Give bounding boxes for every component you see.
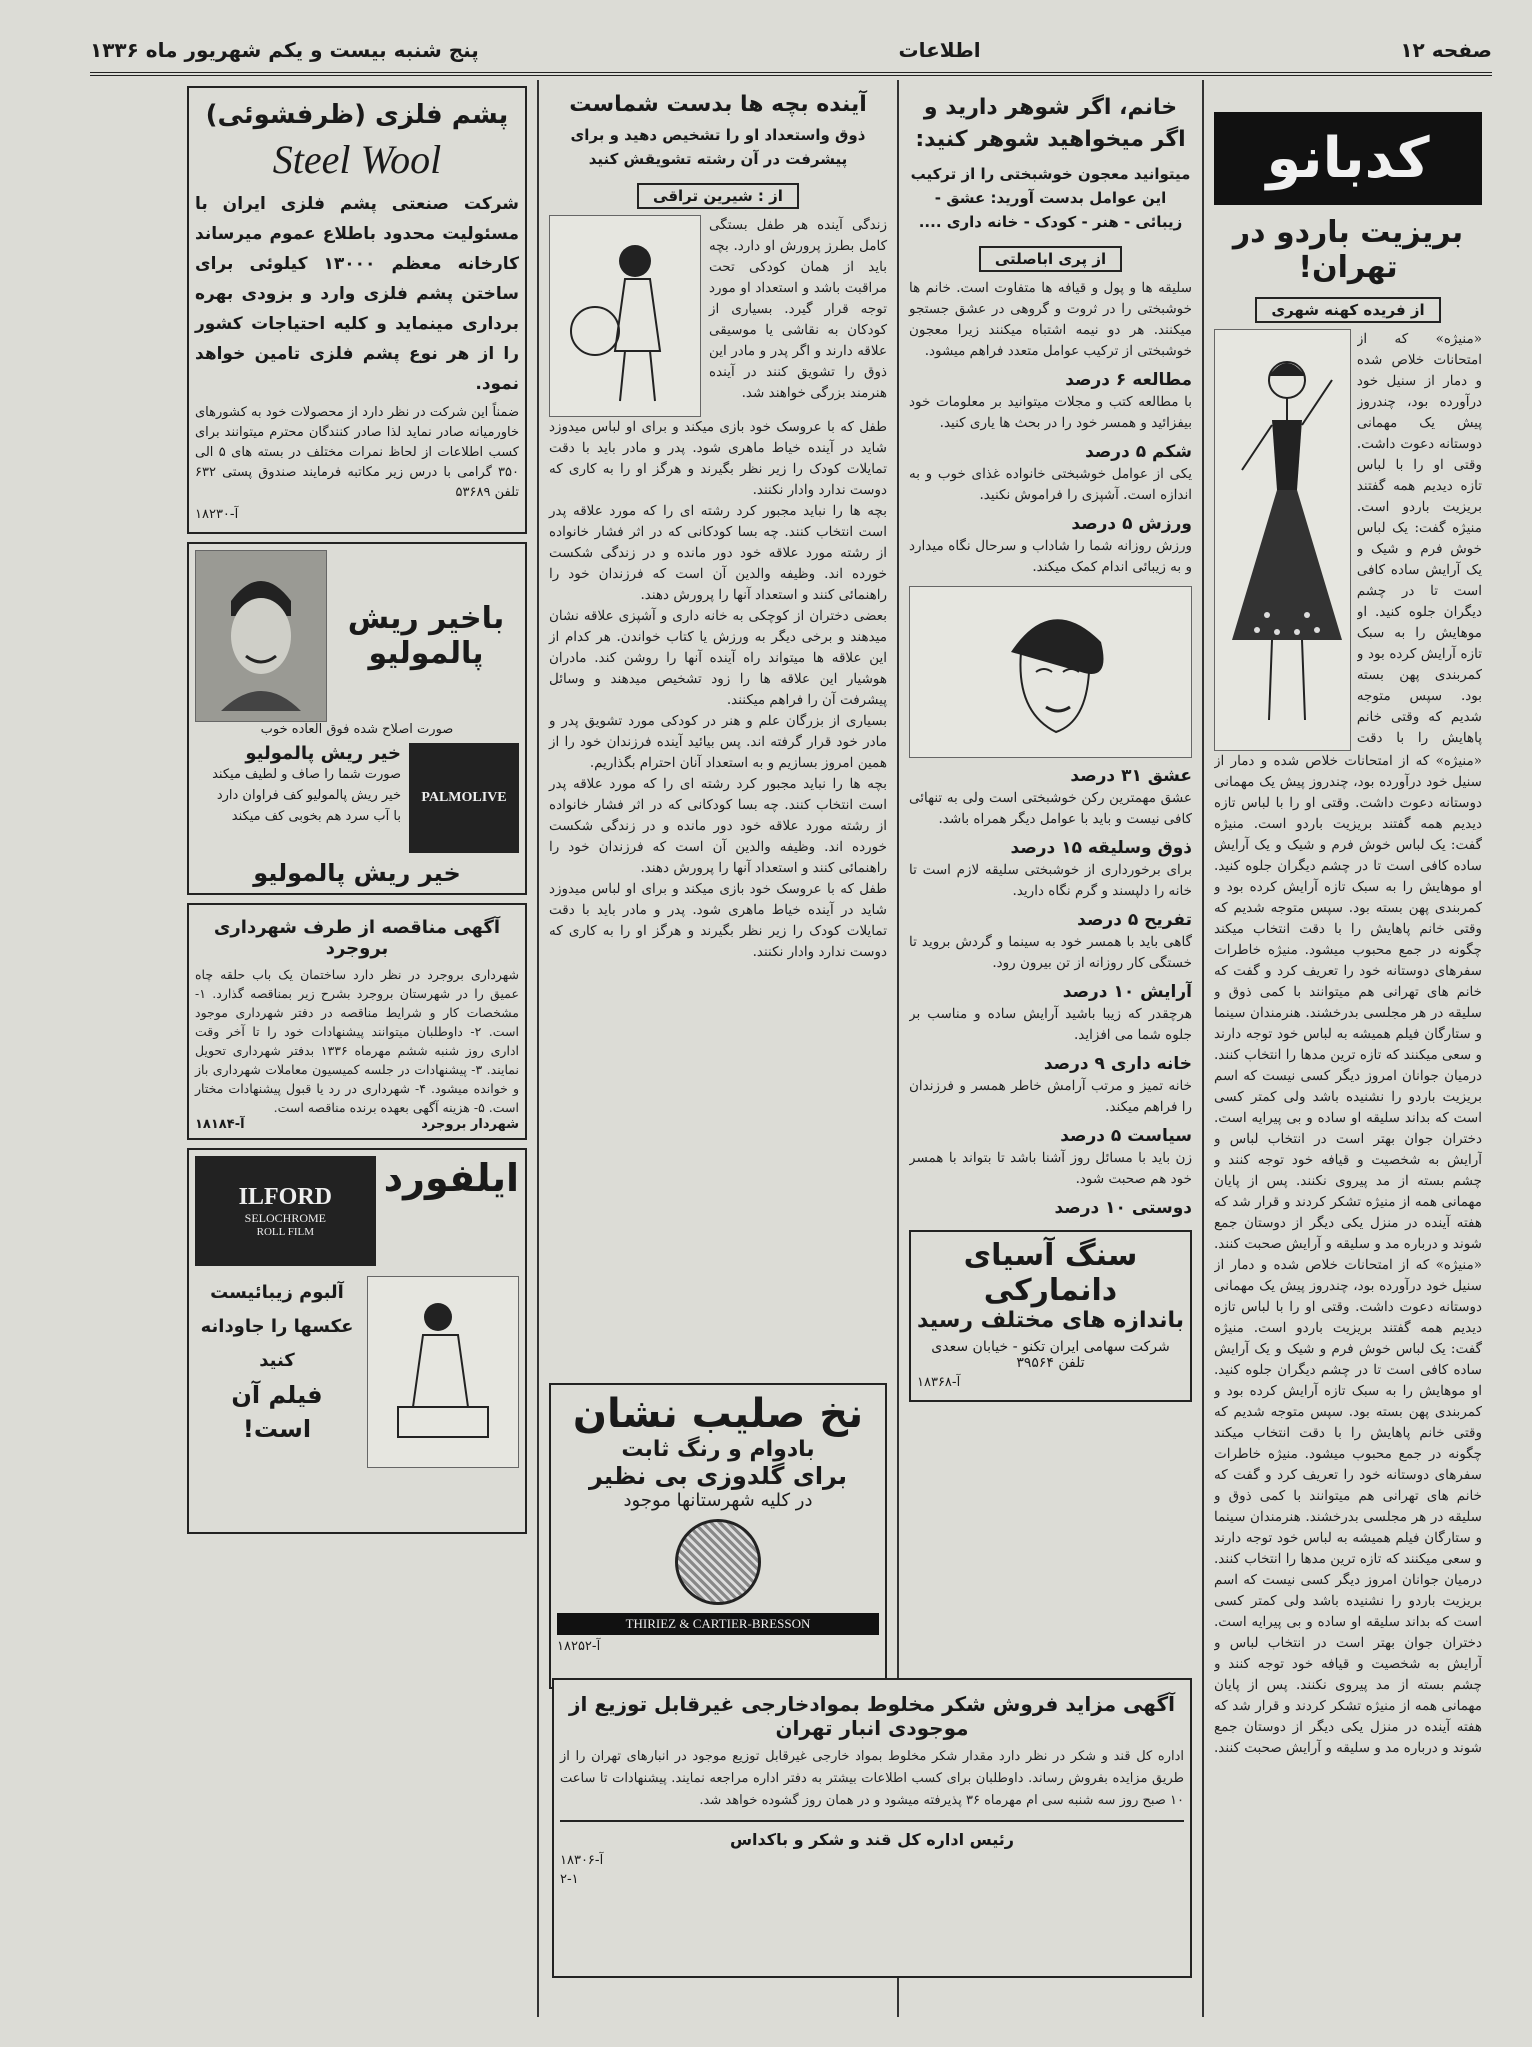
column-ads — [177, 80, 537, 2017]
notice-body: اداره کل قند و شکر در نظر دارد مقدار شکر مخلوط بمواد خارجی غیرقابل توزیع موجود در انبارهای تهران را از طریق مزایده بفروش رساند. داوطلبان برای کسب اطلاعات بیشتر به دفتر اداره مراجعه نمایند. پیشنهادات تا ساعت ۱۰ صبح روز سه شنبه سی ام مهرماه ۳۶ پذیرفته میشود و در همان روز گشوده خواهد شد. — [560, 1749, 1184, 1808]
notice-ref: آ-۱۸۳۰۶ — [560, 1853, 604, 1868]
article-subhead: ذوق واستعداد او را تشخیص دهید و برای پیشرفت در آن رشته تشویقش کنید — [570, 126, 866, 168]
section-item: ورزش ۵ درصد ورزش روزانه شما را شاداب و سرحال نگاه میدارد و به زیبائی اندام کمک میکند. — [909, 514, 1192, 575]
column-kadbanoo — [1202, 80, 1492, 2017]
masthead — [90, 28, 1492, 76]
ad-sign: شهردار بروجرد — [421, 1117, 519, 1132]
article-p1: زندگی آینده هر طفل بستگی کامل بطرز پرورش او دارد. بچه باید از همان کودکی تحت مراقبت باشد و استعداد او مورد توجه قرار گیرد. بسیاری از کودکان به نقاشی یا موسیقی علاقه دارند و اگر پدر و مادر این ذوق را تشویق کنند در آینده هنرمند بزرگی خواهند شد. — [709, 217, 887, 401]
ad-ref: آ-۱۸۳۶۸ — [917, 1375, 961, 1390]
ad-ref: آ-۱۸۱۸۴ — [195, 1117, 245, 1132]
notice-sign: رئیس اداره کل قند و شکر و باکداس — [729, 1830, 1015, 1849]
notice-title: آگهی مزاید فروش شکر مخلوط بموادخارجی غیرقابل توزیع از موجودی انبار تهران — [569, 1692, 1175, 1740]
article-body-b: «منیژه» که از امتحانات خلاص شده و دمار از سنیل خود درآورده بود، چندروز پیش یک مهمانی دوستانه دعوت داشت. وقتی او را با لباس تازه دیدیم همه گفتند بریزیت باردو است. منیژه گفت: یک لباس خوش فرم و شیک و یک آرایش ساده کافی است تا در چشم دیگران جلوه کنید. او موهایش را به سبک تازه آرایش کرده بود و کمربندی پهن بسته بود. سپس متوجه شدیم که وقتی خانم پاهایش را با دقت انتخاب میکند چگونه در جمع محبوب میشود. منیژه خاطرات سفرهای دوستانه خود را تعریف کرد و گفت که خانم های تهرانی هم میتوانند با کمی ذوق و سلیقه در هر مجلسی بدرخشند. هنرمندان سینما و ستارگان فیلم همیشه به لباس خود توجه دارند و سعی میکنند که تازه ترین مدها را انتخاب کنند. درمیان جوانان امروز دیگر کسی نیست که اسم بریزیت باردو را نشنیده باشد ولی کمتر کسی است که بداند سلیقه او ساده و بی پیرایه است. دختران جوان بهتر است در انتخاب لباس و آرایش به شخصیت و قیافه خود توجه کنند و چشم بسته از مد پیروی نکنند. پس از پایان مهمانی همه از منیژه تشکر کردند و قرار شد که هفته آینده در منزل یکی دیگر از دوستان جمع شوند و درباره مد و سلیقه و آرایش صحبت کنند. «منیژه» که از امتحانات خلاص شده و دمار از سنیل خود درآورده بود، چندروز پیش یک مهمانی دوستانه دعوت داشت. وقتی او را با لباس تازه دیدیم همه گفتند بریزیت باردو است. منیژه گفت: یک لباس خوش فرم و شیک و یک آرایش ساده کافی است تا در چشم دیگران جلوه کنید. او موهایش را به سبک تازه آرایش کرده بود و کمربندی پهن بسته بود. سپس متوجه شدیم که وقتی خانم پاهایش را با دقت انتخاب میکند چگونه در جمع محبوب میشود. منیژه خاطرات سفرهای دوستانه خود را تعریف کرد و گفت که خانم های تهرانی هم میتوانند با کمی ذوق و سلیقه در هر مجلسی بدرخشند. هنرمندان سینما و ستارگان فیلم همیشه به لباس خود توجه دارند و سعی میکنند که تازه ترین مدها را انتخاب کنند. درمیان جوانان امروز دیگر کسی نیست که اسم بریزیت باردو را نشنیده باشد ولی کمتر کسی است که بداند سلیقه او ساده و بی پیرایه است. دختران جوان بهتر است در انتخاب لباس و آرایش به شخصیت و قیافه خود توجه کنند و چشم بسته از مد پیروی نکنند. پس از پایان مهمانی همه از منیژه تشکر کردند و قرار شد که هفته آینده در منزل یکی دیگر از دوستان جمع شوند و درباره مد و سلیقه و آرایش صحبت کنند. — [1214, 753, 1482, 1756]
ad-line1: خیر ریش پالمولیو — [245, 743, 401, 764]
article-byline: از فریده کهنه شهری — [1255, 297, 1440, 323]
ad-title: باخیر ریش پالمولیو — [347, 601, 505, 671]
thread-spool-icon — [675, 1519, 761, 1605]
section-item: ذوق وسلیقه ۱۵ درصد برای برخورداری از خوشبختی سلیقه لازم است تا خانه را دلپسند و گرم نگاه دارید. — [909, 838, 1192, 899]
ad-subtitle: باندازه های مختلف رسید — [917, 1308, 1184, 1333]
section-item: عشق ۳۱ درصد عشق مهمترین رکن خوشبختی است ولی به تنهائی کافی نیست و باید با عوامل دیگر همراه باشد. — [909, 766, 1192, 827]
ad-line3: فیلم آن است! — [231, 1381, 323, 1443]
article-p2: طفل که با عروسک خود بازی میکند و برای او لباس میدوزد شاید در آینده خیاط ماهری شود. پدر و مادر باید با دقت تمایلات کودک را زیر نظر بگیرند و هرگز او را به کاری که دوست ندارد وادار نکنند. — [549, 419, 887, 498]
section-item: سیاست ۵ درصد زن باید با مسائل روز آشنا باشد تا بتواند با همسر خود هم صحبت شود. — [909, 1126, 1192, 1187]
section-item: آرایش ۱۰ درصد هرچقدر که زیبا باشید آرایش ساده و مناسب بر جلوه شما می افزاید. — [909, 982, 1192, 1043]
ad-title: سنگ آسیای دانمارکی — [963, 1238, 1138, 1308]
article-byline: از : شیرین تراقی — [637, 183, 799, 209]
thread-ad — [549, 1383, 887, 1689]
section-item: تفریح ۵ درصد گاهی باید با همسر خود به سینما و گردش بروید تا خستگی کار روزانه از تن بیرون رود. — [909, 910, 1192, 971]
ad-company: شرکت سهامی ایران تکنو - خیابان سعدی تلفن ۳۹۵۶۴ — [931, 1339, 1170, 1371]
page-number: صفحه ۱۲ — [1400, 38, 1492, 62]
ad-body: شهرداری بروجرد در نظر دارد ساختمان یک باب حلقه چاه عمیق را در شهرستان بروجرد بشرح زیر بمناقصه گذارد. ۱- مشخصات کار و شرایط مناقصه در دفتر شهرداری موجود است. ۲- داوطلبان میتوانند پیشنهادات خود را تا آخر وقت اداری روز شنبه ششم مهرماه ۱۳۳۶ بدفتر شهرداری تحویل نمایند. ۳- پیشنهادات در جلسه کمیسیون معاملات شهرداری باز و خوانده میشود. ۴- شهرداری در رد یا قبول پیشنهادات مختار است. ۵- هزینه آگهی بعهده برنده مناقصه است. — [195, 967, 520, 1115]
woman-face-illustration — [909, 586, 1192, 758]
palmolive-ad — [187, 542, 527, 895]
woman-dress-illustration — [1214, 329, 1351, 751]
article-subhead: میتوانید معجون خوشبختی را از ترکیب این عوامل بدست آورید: عشق - زیبائی - هنر - کودک - خانه داری .... — [910, 165, 1191, 231]
ad-ref: آ-۱۸۲۵۲ — [557, 1639, 601, 1654]
tender-notice — [187, 903, 527, 1140]
ad-line4: با آب سرد هم بخوبی کف میکند — [231, 809, 401, 824]
section-item: خانه داری ۹ درصد خانه تمیز و مرتب آرامش خاطر همسر و فرزندان را فراهم میکند. — [909, 1054, 1192, 1115]
sugar-auction-notice — [552, 1678, 1192, 1978]
ad-line3: در کلیه شهرستانها موجود — [623, 1490, 813, 1511]
section-item: شکم ۵ درصد یکی از عوامل خوشبختی خانواده غذای خوب و به اندازه است. آشپزی را فراموش نکنید. — [909, 442, 1192, 503]
child-illustration — [549, 215, 701, 417]
ad-latin-title: Steel Wool — [272, 137, 442, 182]
paper-name: اطلاعات — [898, 38, 981, 62]
section-item: دوستی ۱۰ درصد — [1054, 1198, 1192, 1218]
film-box: ILFORD SELOCHROME ROLL FILM — [195, 1156, 376, 1266]
article-intro: سلیقه ها و پول و قیافه ها متفاوت است. خانم ها خوشبختی را در ثروت و گروهی در عشق جستجو میکنند. هر دو نیمه اشتباه میکنند زیرا معجون خوشبختی از ترکیب عوامل متعدد فراهم میشود. — [909, 280, 1192, 359]
page-mark: ۲-۱ — [560, 1872, 579, 1887]
ad-line1: آلبوم زیبائیست — [210, 1282, 344, 1303]
ad-title: ایلفورد — [383, 1156, 519, 1200]
article-byline: از پری اباصلتی — [979, 246, 1122, 272]
kadbanoo-logo: کدبانو — [1214, 112, 1482, 205]
ad-body: شرکت صنعتی پشم فلزی ایران با مسئولیت محدود باطلاع عموم میرساند کارخانه معظم ۱۳۰۰۰ کیلوئی برای ساختن پشم فلزی وارد و بزودی بهره برداری مینماید و کلیه احتیاجات کشور را از هر نوع پشم فلزی تامین خواهد نمود. — [195, 194, 519, 394]
ad-line2: برای گلدوزی بی نظیر — [589, 1462, 847, 1490]
steel-wool-ad — [187, 86, 527, 534]
section-item: مطالعه ۶ درصد با مطالعه کتب و مجلات میتوانید بر معلومات خود بیفزائید و همسر خود را در بحث ها یاری کنید. — [909, 370, 1192, 431]
article-p2-cont: طفل که با عروسک خود بازی میکند و برای او لباس میدوزد شاید در آینده خیاط ماهری شود. پدر و مادر باید با دقت تمایلات کودک را زیر نظر بگیرند و هرگز او را به کاری که دوست ندارد وادار نکنند. — [549, 881, 887, 960]
millstone-ad — [909, 1230, 1192, 1402]
article-p3-cont: بچه ها را نباید مجبور کرد رشته ای را که مورد علاقه پدر است انتخاب کنند. چه بسا کودکانی که در اثر فشار خانواده از رشته مورد علاقه خود دور مانده و در زندگی شکست خورده اند. وظیفه والدین آن است که فرزندان خود را راهنمائی کنند و استعداد آنها را پرورش دهند. — [549, 776, 887, 876]
man-portrait-photo — [195, 550, 327, 722]
ad-caption: صورت اصلاح شده فوق العاده خوب — [260, 722, 454, 737]
ad-line2: عکسها را جاودانه کنید — [200, 1316, 354, 1371]
article-headline: بریزیت باردو در تهران! — [1232, 215, 1464, 285]
ad-footer: خیر ریش پالمولیو — [253, 859, 461, 887]
ad-line2: صورت شما را صاف و لطیف میکند — [212, 767, 401, 782]
ad-title: نخ صلیب نشان — [572, 1391, 864, 1437]
article-p3: بچه ها را نباید مجبور کرد رشته ای را که مورد علاقه پدر است انتخاب کنند. چه بسا کودکانی که در اثر فشار خانواده از رشته مورد علاقه خود دور مانده و در زندگی شکست خورده اند. وظیفه والدین آن است که فرزندان خود را راهنمائی کنند و استعداد آنها را پرورش دهند. — [549, 503, 887, 603]
ad-line3: خیر ریش پالمولیو کف فراوان دارد — [216, 788, 401, 803]
ilford-ad — [187, 1148, 527, 1534]
ad-line1: بادوام و رنگ ثابت — [621, 1437, 815, 1462]
ad-title: پشم فلزی (ظرفشوئی) — [205, 100, 509, 130]
issue-date: پنج شنبه بیست و یکم شهریور ماه ۱۳۳۶ — [90, 38, 479, 62]
article-sections — [909, 362, 1192, 1222]
ad-body2: ضمناً این شرکت در نظر دارد از محصولات خود به کشورهای خاورمیانه صادر نماید لذا صادر کنندگان محترم میتوانند برای کسب اطلاعات از لحاظ نمرات مختلف در بسته های ۵ الی ۳۵۰ گرامی با درس زیر مکاتبه فرمایند صندوق پستی ۶۳۲ تلفن ۵۳۶۸۹ — [195, 405, 519, 500]
article-headline: خانم، اگر شوهر دارید و اگر میخواهید شوهر کنید: — [915, 95, 1186, 152]
ad-ref: آ-۱۸۲۳۰ — [195, 507, 239, 522]
article-headline: آینده بچه ها بدست شماست — [569, 92, 867, 117]
article-p5: بسیاری از بزرگان علم و هنر در کودکی مورد تشویق پدر و مادر خود قرار گرفته اند. پس بیائید آینده فرزندان خود را از همین امروز بسازیم و به استعداد آنان احترام بگذاریم. — [549, 713, 887, 771]
photographer-illustration — [367, 1276, 519, 1468]
palmolive-pack: PALMOLIVE — [409, 743, 519, 853]
article-p4: بعضی دختران از کوچکی به خانه داری و آشپزی علاقه نشان میدهند و برخی دیگر به ورزش یا کتاب خواندن. هر کدام از این علاقه ها میتواند راه آینده آنها را روشن کند. مادران هوشیار این علاقه ها را زود تشخیص میدهند و وسائل پیشرفت آن را فراهم میکنند. — [549, 608, 887, 708]
article-body-a: «منیژه» که از امتحانات خلاص شده و دمار از سنیل خود درآورده بود، چندروز پیش یک مهمانی دوستانه دعوت داشت. وقتی او را با لباس تازه دیدیم همه گفتند بریزیت باردو است. منیژه گفت: یک لباس خوش فرم و شیک و یک آرایش ساده کافی است تا در چشم دیگران جلوه کنید. او موهایش را به سبک تازه آرایش کرده بود و کمربندی پهن بسته بود. سپس متوجه شدیم که وقتی خانم پاهایش را با دقت — [1356, 331, 1482, 746]
ad-brand: THIRIEZ & CARTIER-BRESSON — [557, 1613, 879, 1635]
ad-title: آگهی مناقصه از طرف شهرداری بروجرد — [213, 917, 501, 959]
